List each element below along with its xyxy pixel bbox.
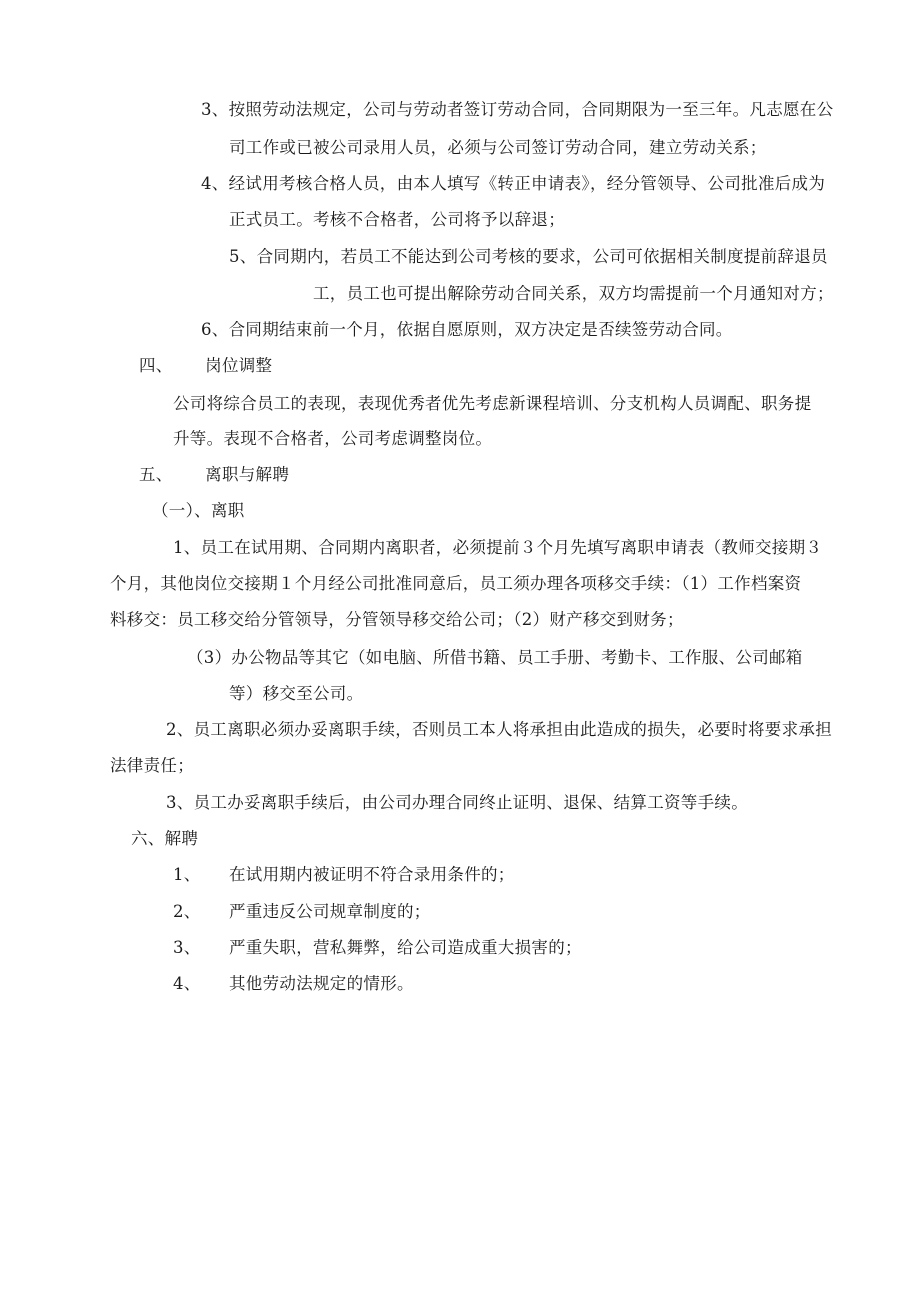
dismissal-item-3-number: 3、 <box>173 938 201 957</box>
dismissal-item-2-text: 严重违反公司规章制度的； <box>229 902 431 921</box>
section-5-heading <box>139 463 289 487</box>
item-5-line-1: 5、合同期内，若员工不能达到公司考核的要求，公司可依据相关制度提前辞退员 <box>229 247 828 266</box>
resign-item-2-line-2: 法律责任； <box>110 756 194 775</box>
dismissal-item-3 <box>173 936 582 960</box>
section-6-heading: 六、解聘 <box>131 829 199 848</box>
item-3-line-2: 司工作或已被公司录用人员，必须与公司签订劳动合同，建立劳动关系； <box>229 138 767 157</box>
item-5-line-2: 工，员工也可提出解除劳动合同关系，双方均需提前一个月通知对方； <box>313 284 834 303</box>
dismissal-item-4-number: 4、 <box>173 974 201 993</box>
resign-item-1-line-2: 个月，其他岗位交接期１个月经公司批准同意后，员工须办理各项移交手续：（1）工作档案资 <box>110 574 802 593</box>
section-4-para-line-1: 公司将综合员工的表现，表现优秀者优先考虑新课程培训、分支机构人员调配、职务提 <box>173 394 812 413</box>
resign-item-1-line-3: 料移交：员工移交给分管领导，分管领导移交给公司；（2）财产移交到财务； <box>110 610 684 629</box>
dismissal-item-2-number: 2、 <box>173 902 201 921</box>
dismissal-item-1-text: 在试用期内被证明不符合录用条件的； <box>229 865 515 884</box>
dismissal-item-3-text: 严重失职，营私舞弊，给公司造成重大损害的； <box>229 938 582 957</box>
item-3-line-1: 3、按照劳动法规定，公司与劳动者签订劳动合同，合同期限为一至三年。凡志愿在公 <box>201 100 834 119</box>
dismissal-item-4-text: 其他劳动法规定的情形。 <box>229 974 414 993</box>
item-4-line-1: 4、经试用考核合格人员，由本人填写《转正申请表》，经分管领导、公司批准后成为 <box>201 174 826 193</box>
dismissal-item-4 <box>173 972 414 996</box>
section-5-number: 五、 <box>139 465 173 484</box>
resign-item-1-line-1: 1、员工在试用期、合同期内离职者，必须提前３个月先填写离职申请表（教师交接期３ <box>173 538 823 557</box>
item-6-line-1: 6、合同期结束前一个月，依据自愿原则，双方决定是否续签劳动合同。 <box>201 320 733 339</box>
subsection-1-heading: （一）、离职 <box>152 501 245 520</box>
dismissal-item-2 <box>173 900 431 924</box>
resign-item-3: 3、员工办妥离职手续后，由公司办理合同终止证明、退保、结算工资等手续。 <box>166 793 748 812</box>
dismissal-item-1-number: 1、 <box>173 865 201 884</box>
item-4-line-2: 正式员工。考核不合格者，公司将予以辞退； <box>229 210 565 229</box>
section-4-title: 岗位调整 <box>205 356 273 375</box>
dismissal-item-1 <box>173 863 515 887</box>
resign-item-2-line-1: 2、员工离职必须办妥离职手续，否则员工本人将承担由此造成的损失，必要时将要求承担 <box>166 720 832 739</box>
resign-item-1-line-4: （3）办公物品等其它（如电脑、所借书籍、员工手册、考勤卡、工作服、公司邮箱 <box>187 648 803 667</box>
section-4-heading <box>139 354 272 378</box>
section-4-number: 四、 <box>139 356 173 375</box>
section-5-title: 离职与解聘 <box>205 465 290 484</box>
resign-item-1-line-5: 等）移交至公司。 <box>229 684 364 703</box>
section-4-para-line-2: 升等。表现不合格者，公司考虑调整岗位。 <box>173 429 493 448</box>
